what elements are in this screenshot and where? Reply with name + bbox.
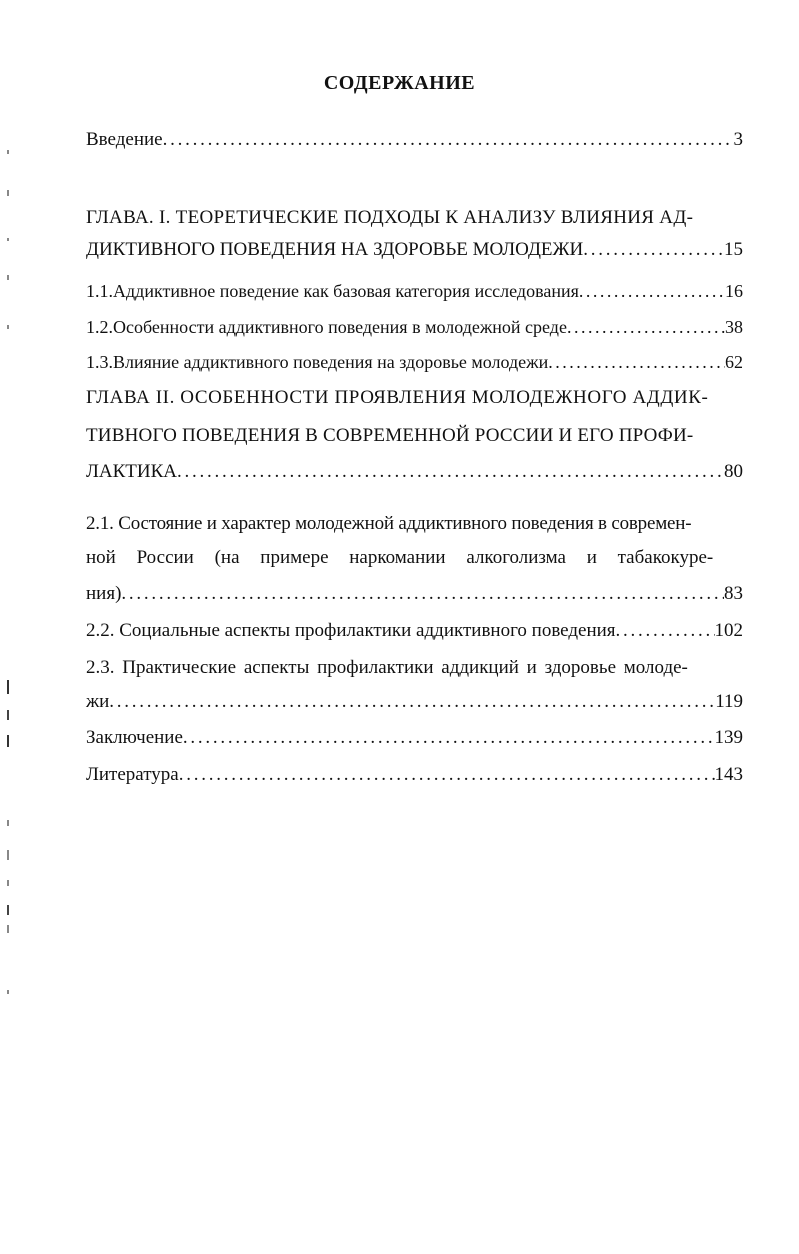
toc-entry-2-3-line2 — [86, 690, 743, 714]
toc-label: Влияние аддиктивного поведения на здоровье молодежи — [113, 352, 549, 372]
leader-dots — [121, 582, 724, 606]
leader-dots — [567, 315, 725, 339]
section-2-3-line2: жи — [86, 691, 110, 712]
toc-page-number: 102 — [714, 620, 743, 641]
toc-entry-2-3-line1 — [86, 656, 743, 680]
toc-page-number: 143 — [714, 764, 743, 785]
toc-page-number: 38 — [725, 317, 743, 337]
leader-dots — [163, 128, 734, 152]
leader-dots — [616, 619, 715, 643]
section-number: 1.1. — [86, 281, 113, 301]
toc-entry-2-2 — [86, 619, 743, 643]
toc-entry-1-3 — [86, 350, 743, 374]
chapter1-line1: ГЛАВА. I. ТЕОРЕТИЧЕСКИЕ ПОДХОДЫ К АНАЛИЗУ ВЛИЯНИЯ АД- — [86, 207, 694, 228]
chapter2-line3: ЛАКТИКА — [86, 461, 178, 482]
toc-entry-2-1-line2 — [86, 546, 743, 570]
leader-dots — [109, 690, 715, 714]
leader-dots — [579, 279, 725, 303]
toc-label: Введение — [86, 129, 163, 150]
toc-label: Особенности аддиктивного поведения в молодежной среде — [113, 317, 567, 337]
toc-page-number: 83 — [724, 583, 743, 604]
chapter2-heading-line2 — [86, 424, 743, 448]
leader-dots — [548, 350, 725, 374]
section-number: 1.2. — [86, 317, 113, 337]
toc-entry-2-1-line1 — [86, 512, 743, 536]
toc-label: 2.2. Социальные аспекты профилактики аддиктивного поведения — [86, 620, 616, 641]
chapter2-heading-line3 — [86, 460, 743, 484]
toc-page-number: 62 — [725, 352, 743, 372]
toc-page-number: 16 — [725, 281, 743, 301]
chapter2-line1: ГЛАВА II. ОСОБЕННОСТИ ПРОЯВЛЕНИЯ МОЛОДЕЖНОГО АДДИК- — [86, 387, 709, 408]
toc-label: Литература — [86, 764, 179, 785]
toc-page-number: 139 — [714, 727, 743, 748]
toc-entry-1-2 — [86, 315, 743, 339]
toc-entry-conclusion — [86, 726, 743, 750]
toc-page-number: 119 — [715, 691, 743, 712]
toc-page-number: 3 — [733, 129, 743, 150]
toc-label: Аддиктивное поведение как базовая категория исследования — [113, 281, 579, 301]
page-title: СОДЕРЖАНИЕ — [323, 72, 476, 94]
section-2-1-line2: ной России (на примере наркомании алкоголизма и табакокуре- — [86, 547, 714, 568]
leader-dots — [177, 460, 724, 484]
toc-entry-literature — [86, 763, 743, 787]
section-2-3-line1: 2.3. Практические аспекты профилактики аддикций и здоровье молоде- — [86, 657, 688, 678]
chapter1-heading-line2 — [86, 238, 743, 262]
toc-entry-2-1-line3 — [86, 582, 743, 606]
toc-label: Заключение — [86, 727, 183, 748]
leader-dots — [583, 238, 724, 262]
leader-dots — [183, 726, 715, 750]
toc-page-number: 80 — [724, 461, 743, 482]
toc-entry-intro — [86, 128, 743, 152]
section-number: 1.3. — [86, 352, 113, 372]
chapter2-line2: ТИВНОГО ПОВЕДЕНИЯ В СОВРЕМЕННОЙ РОССИИ И ЕГО ПРОФИ- — [86, 425, 694, 446]
chapter1-heading-line1 — [86, 206, 743, 230]
section-2-1-line1: 2.1. Состояние и характер молодежной аддиктивного поведения в современ- — [86, 513, 692, 534]
toc-page-number: 15 — [724, 239, 743, 260]
leader-dots — [179, 763, 715, 787]
toc-entry-1-1 — [86, 279, 743, 303]
chapter2-heading-line1 — [86, 386, 743, 410]
scan-edge-marks — [5, 120, 17, 1020]
section-2-1-line3: ния) — [86, 583, 122, 604]
chapter1-line2: ДИКТИВНОГО ПОВЕДЕНИЯ НА ЗДОРОВЬЕ МОЛОДЕЖИ — [86, 239, 584, 260]
